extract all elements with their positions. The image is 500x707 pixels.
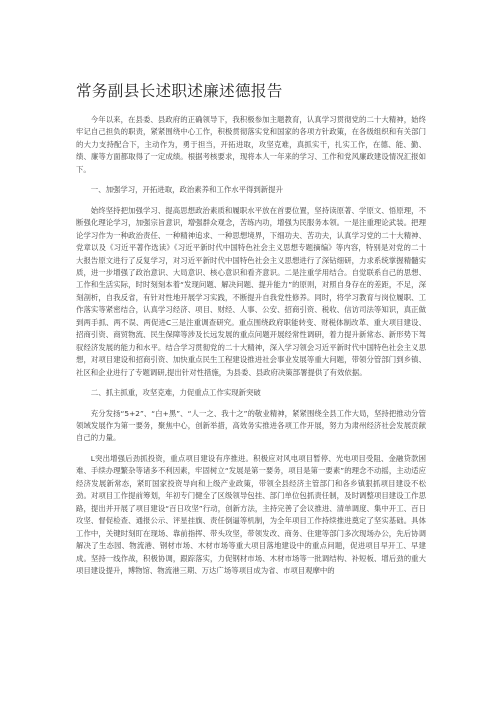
section-heading-1: 一、加强学习，开拓进取，政治素养和工作水平得到新提升 (90, 185, 283, 195)
document-body (76, 114, 426, 577)
paragraph-section-2-item-1: L突出增强后劲抓投资，重点项目建设有序推进。积极应对风电项目暂停、光电项目受阻、金融贷款困难、手续办理繁杂等诸多不利因素，牢固树立“发展是第一要务，项目是第一要素”的理念不动摇，主动适应经济发展新常态，紧盯国家投资导向和上级产业政策，带领全县经济主管部门和各乡镇狠抓项目建设不松劲。对项目工作提前筹划，年初专门健全了区级领导包挂、部门单位包抓责任制，及时调整项目建设工作思路，提出并开展了项目建设“百日攻坚”行动，创新方法，主持完善了会议推进、清单调度、集中开工、百日攻坚、督促检查、通报公示、评星挂旗、责任倒逼等机制，为全年项目工作持续推进奠定了坚实基础。具体工作中，关键时刻盯在现场、靠前指挥、带头攻坚，带领发改、商务、住建等部门多次现场办公，先后协调解决了生态园、物流港、钢材市场、木材市场等重大项目落地建设中的重点问题，促进项目早开工、早建成。坚持一线作战，积极协调，跟踪落实，力促钢材市场、木材市场等一批调结构、补短板、增后劲的重大项目建设提升，博物馆、物流港三期、万达广场等项目成为省、市项目观摩中的 (76, 453, 426, 575)
paragraph-section-2-intro: 充分发扬“5+2”、“白+黑”、“人一之、我十之”的敬业精神，紧紧围绕全县工作大局，坚持把推动分管领域发展作为第一要务，聚焦中心，创新举措，高效务实推进各项工作开展，努力为肃州经济社会发展贡献自己的力量。 (76, 408, 426, 443)
document-title: 常务副县长述职述廉述德报告 (76, 82, 283, 100)
paragraph-intro: 今年以来，在县委、县政府的正确领导下，我积极参加主题教育，认真学习贯彻党的二十大精神，始终牢记自己担负的职责，紧紧围绕中心工作，积极贯彻落实党和国家的各项方针政策，在各级组织和有关部门的大力支持配合下，主动作为，勇于担当，开拓进取，攻坚克难，真抓实干，扎实工作，在德、能、勤、绩、廉等方面都取得了一定成绩。根据考核要求，现将本人一年来的学习、工作和党风廉政建设情况汇报如下。 (76, 115, 426, 174)
section-heading-2: 二、抓主抓重，攻坚克难，力促重点工作实现新突破 (90, 388, 261, 398)
paragraph-section-1: 始终坚持把加强学习、提高思想政治素质和履职水平放在首要位置，坚持读原著、学原文、悟原理，不断强化理论学习，加强宗旨意识，增强群众观念，苦练内功，增强为民服务本领。一是注重理论武装。把理论学习作为一种政治责任、一种精神追求、一种思想境界，下细功夫、苦功夫，认真学习党的二十大精神、党章以及《习近平著作选读》《习近平新时代中国特色社会主义思想专题摘编》等内容，特别是对党的二十大报告原文进行了反复学习，对习近平新时代中国特色社会主义思想进行了深钻细研，力求系统掌握精髓实质，进一步增强了政治意识、大局意识、核心意识和看齐意识。二是注重学用结合。自觉联系自己的思想、工作和生活实际，时时刻刻本着“发现问题、解决问题、提升能力”的原则，对照自身存在的差距，不足，深刻剖析，自我反省，有针对性地开展学习实践，不断提升自我党性修养。同时，将学习教育与岗位履职、工作落实等紧密结合，认真学习经济、项目、财经、人事、公安、招商引资、税收、信访司法等知识，真正做到两手抓、两不误、两促进C三是注重调查研究。重点围绕政府职能转变、财税体制改革、重大项目建设、招商引资、商贸物流、民生保障等涉及长远发展的重点问题开展经常性调研，着力提升新常态、新形势下驾驭经济发展的能力和水平。结合学习贯彻党的二十大精神，深入学习领会习近平新时代中国特色社会主义思想，对项目建设和招商引资、加快重点民生工程建设推进社会事业发展等重大问题，带领分管部门到乡镇、社区和企业进行了专题调研,提出针对性措施，为县委、县政府决策部署提供了有效依据。 (76, 205, 426, 377)
